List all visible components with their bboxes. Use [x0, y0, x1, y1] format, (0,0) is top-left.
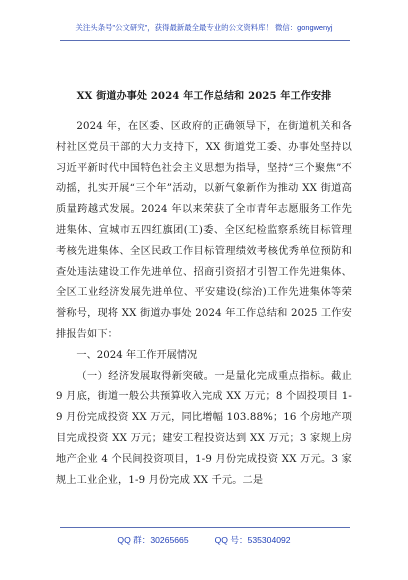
section-heading: 一、2024 年工作开展情况: [76, 349, 198, 361]
footer-qq-number: QQ 号：535304092: [214, 535, 291, 545]
footer-qq-group: QQ 群：30265665: [117, 535, 189, 545]
header-promo-note: 关注头条号"公文研究"，获得最新最全最专业的公文资料库！ 微信：gongwenyj: [75, 23, 333, 32]
intro-paragraph: 2024 年，在区委、区政府的正确领导下，在街道机关和各村社区党员干部的大力支持下，XX 街道党工委、办事处坚持以习近平新时代中国特色社会主义思想为指导，坚持“三个聚焦”不动摇，扎实开展“三个年”活动，以新气象新作为推动 XX 街道高质量跨越式发展。2024 年以来荣获了全市青年志愿服务工作先进集体、宣城市五四红旗团(工)委、全区纪检监察系统目标管理考核先进集体、全区民政工作目标管理绩效考核优秀单位预防和查处违法建设工作先进单位、招商引资招才引智工作先进集体、全区工业经济发展先进单位、平安建设(综治)工作先进集体等荣誉称号，现将 XX 街道办事处 2024 年工作总结和 2025 工作安排报告如下：: [56, 121, 352, 340]
footer-divider: [60, 527, 350, 528]
footer-contact: [0, 534, 408, 546]
header-divider: [60, 40, 350, 41]
document-body: [56, 117, 352, 491]
document-title: XX 街道办事处 2024 年工作总结和 2025 年工作安排: [76, 91, 332, 102]
economy-paragraph: （一）经济发展取得新突破。一是量化完成重点指标。截止 9 月底，街道一般公共预算收入完成 XX 万元；8 个固投项目 1-9 月份完成投资 XX 万元，同比增幅 103.88%；16 个房地产项目完成投资 XX 万元；建安工程投资达到 XX 万元；3 家规上房地产企业 4 个民间投资项目，1-9 月份完成投资 XX 万元。3 家规上工业企业，1-9 月份完成 XX 千元。二是: [56, 370, 352, 486]
